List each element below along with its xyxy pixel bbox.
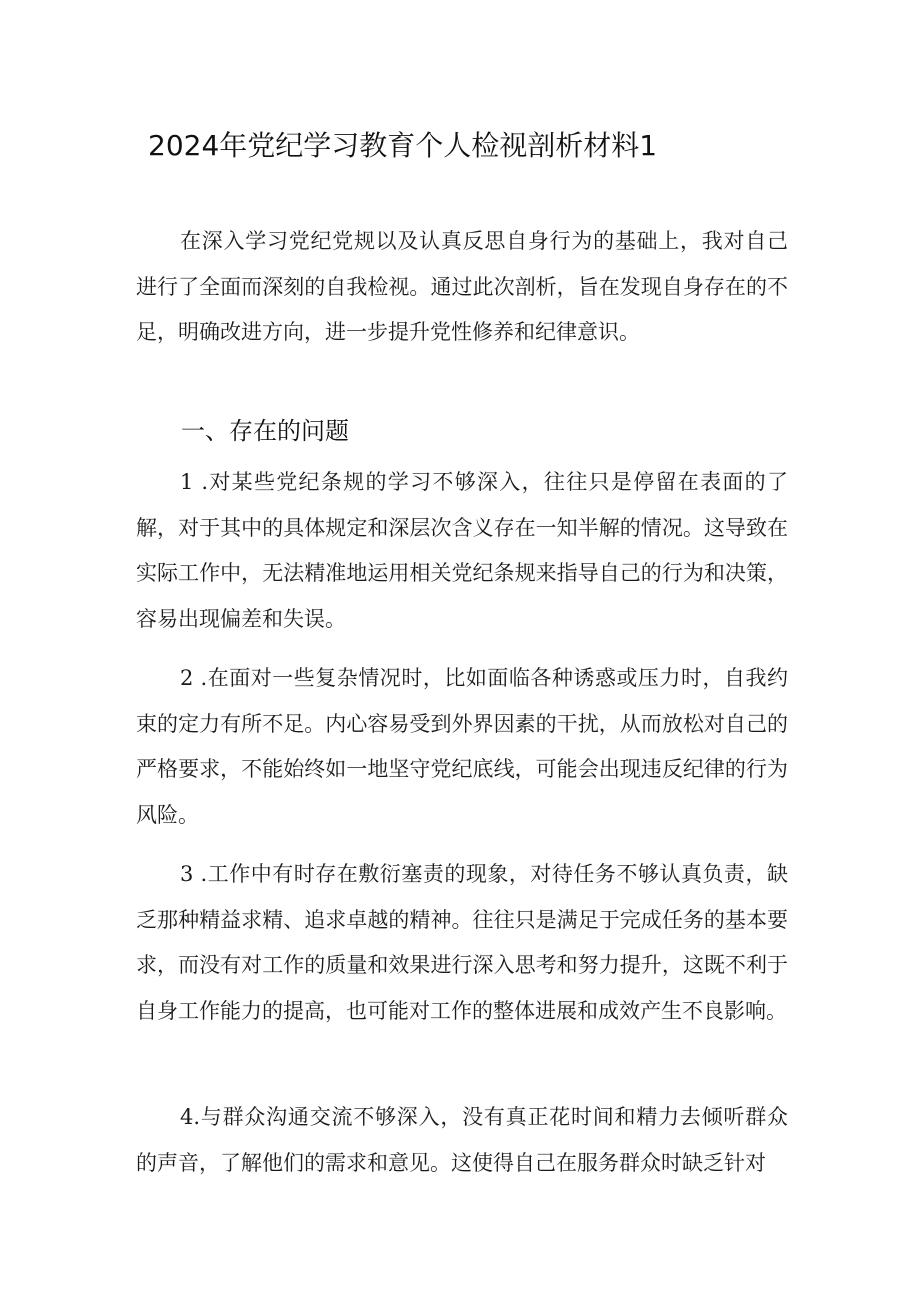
section-heading: 一、存在的问题 (181, 417, 349, 445)
problem-item-4: 4.与群众沟通交流不够深入，没有真正花时间和精力去倾听群众的声音，了解他们的需求和意见。这使得自己在服务群众时缺乏针对 (136, 1105, 788, 1175)
problem-item-2: 2 .在面对一些复杂情况时，比如面临各种诱惑或压力时，自我约束的定力有所不足。内心容易受到外界因素的干扰，从而放松对自己的严格要求，不能始终如一地坚守党纪底线，可能会出现违反纪律的行为风险。 (136, 666, 788, 827)
document-title: 2024年党纪学习教育个人检视剖析材料1 (148, 129, 658, 162)
intro-paragraph: 在深入学习党纪党规以及认真反思自身行为的基础上，我对自己进行了全面而深刻的自我检视。通过此次剖析，旨在发现自身存在的不足，明确改进方向，进一步提升党性修养和纪律意识。 (136, 229, 788, 344)
problem-item-1: 1 .对某些党纪条规的学习不够深入，往往只是停留在表面的了解，对于其中的具体规定和深层次含义存在一知半解的情况。这导致在实际工作中，无法精准地运用相关党纪条规来指导自己的行为和决策，容易出现偏差和失误。 (136, 470, 788, 631)
problem-item-3: 3 .工作中有时存在敷衍塞责的现象，对待任务不够认真负责，缺乏那种精益求精、追求卓越的精神。往往只是满足于完成任务的基本要求，而没有对工作的质量和效果进行深入思考和努力提升，这既不利于自身工作能力的提高，也可能对工作的整体进展和成效产生不良影响。 (136, 862, 788, 1023)
